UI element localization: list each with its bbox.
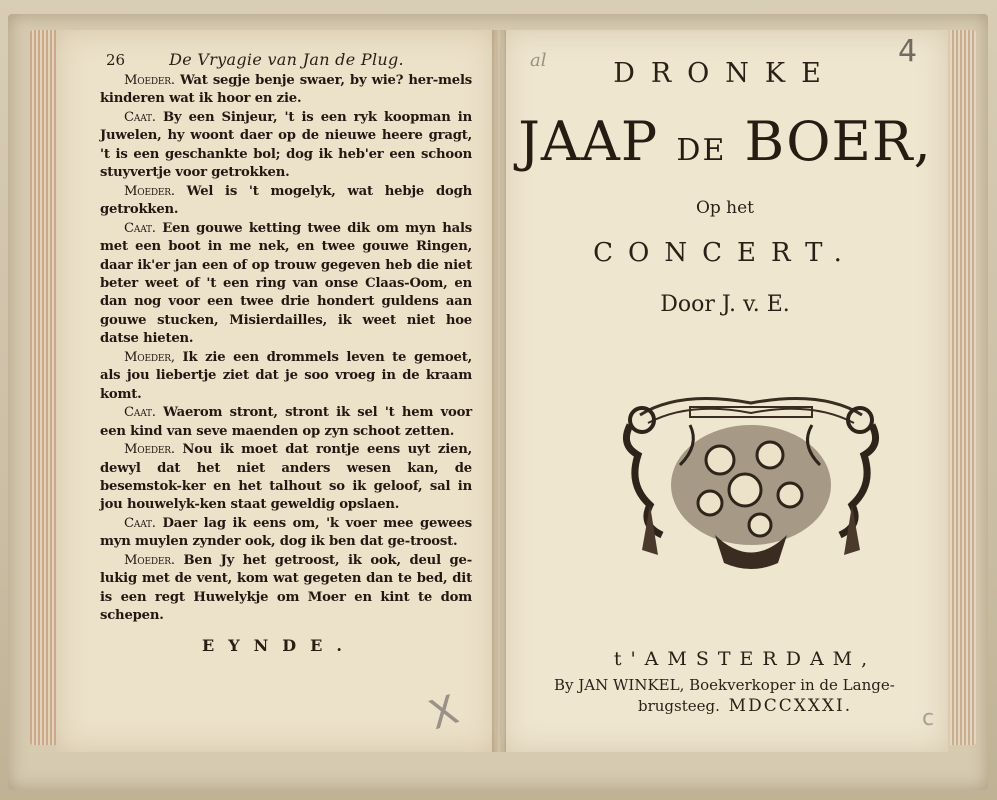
speaker-label: Caat. bbox=[124, 109, 156, 125]
dialogue-paragraph bbox=[100, 515, 472, 552]
speaker-label: Moeder. bbox=[124, 442, 175, 458]
page-number: 26 bbox=[106, 51, 126, 69]
running-head: De Vryagie van Jan de Plug. bbox=[169, 50, 404, 69]
dialogue-paragraph bbox=[100, 552, 472, 626]
title-line-2 bbox=[502, 110, 948, 173]
pencil-mark: X bbox=[423, 686, 464, 740]
dialogue-line: Wel is 't mogelyk, wat hebje dogh getrokken. bbox=[100, 183, 472, 218]
speaker-label: Moeder. bbox=[124, 73, 175, 88]
title-line-1: DRONKE bbox=[613, 58, 837, 89]
title-page bbox=[502, 30, 948, 752]
title-word-de: DE bbox=[676, 133, 727, 168]
title-line-3: Op het bbox=[695, 198, 755, 218]
dialogue-line: Daer lag ik eens om, 'k voer mee gewees myn muylen zynder ook, dog ik ben dat ge-troost. bbox=[100, 515, 472, 550]
dialogue-line: By een Sinjeur, 't is een ryk koopman in Juwelen, hy woont daer op de nieuwe heere gragt, 't is een geschankte bol; dog ik heb'er een schoon stuyvertje voor getrokken. bbox=[100, 109, 472, 181]
dialogue-line: Waerom stront, stront ik sel 't hem voor een kind van seve maenden op zyn schoot zetten. bbox=[100, 405, 472, 439]
speaker-label: Moeder. bbox=[124, 552, 175, 568]
imprint-street-year bbox=[638, 696, 938, 716]
imprint-publisher: By JAN WINKEL, Boekverkoper in de Lange- bbox=[554, 676, 895, 694]
speaker-label: Caat. bbox=[124, 405, 156, 421]
dialogue-paragraph bbox=[100, 404, 472, 441]
dialogue-text bbox=[100, 72, 472, 626]
left-page-header bbox=[106, 50, 476, 69]
speaker-label: Moeder. bbox=[124, 183, 175, 199]
pencil-mark-bottom: c bbox=[922, 706, 935, 731]
floral-basket-woodcut-icon bbox=[620, 385, 882, 575]
page-stack-right bbox=[950, 30, 976, 745]
speaker-label: Moeder, bbox=[124, 349, 175, 365]
dialogue-line: Wat segje benje swaer, by wie? her-mels kinderen wat ik hoor en zie. bbox=[100, 73, 472, 107]
imprint-city: t'AMSTERDAM, bbox=[613, 648, 877, 670]
title-line-4: CONCERT. bbox=[593, 238, 857, 268]
dialogue-paragraph bbox=[100, 220, 472, 349]
dialogue-line: Ben Jy het getroost, ik ook, deul ge-lukig met de vent, kom wat gegeten dan te bed, dit is een regt Huwelykje om Moer en kint te dom schepen. bbox=[100, 552, 472, 624]
imprint-year: MDCCXXXI. bbox=[728, 696, 853, 716]
dialogue-line: Nou ik moet dat rontje eens uyt zien, dewyl dat het niet anders wesen kan, de besemstok-ker en het talhout so ik geloof, sal in jou houwelyk-ken staat geweldig opslaen. bbox=[100, 442, 472, 513]
dialogue-paragraph bbox=[100, 72, 472, 109]
pencil-note: al bbox=[530, 50, 547, 71]
speaker-label: Caat. bbox=[124, 220, 156, 236]
dialogue-paragraph bbox=[100, 183, 472, 220]
title-word-boer: BOER, bbox=[744, 110, 932, 173]
dialogue-line: Een gouwe ketting twee dik om myn hals met een boot in me nek, en twee gouwe Ringen, daar ik'er jan een of op trouw gegeven heb die niet beter weet of 't een ring van onse Claas-Oom, en dan nog voor een twee drie hondert guldens aan gouwe stucken, Misierdailles, ik weet niet hoe datse hieten. bbox=[100, 220, 472, 347]
dialogue-line: Ik zie een drommels leven te gemoet, als jou liebertje ziet dat je soo vroeg in de kraam komt. bbox=[100, 349, 472, 402]
title-word-jaap: JAAP bbox=[518, 110, 659, 173]
imprint-street: brugsteeg. bbox=[638, 697, 720, 715]
author-line: Door J. v. E. bbox=[660, 292, 790, 317]
pencil-number: 4 bbox=[898, 34, 918, 69]
dialogue-paragraph bbox=[100, 109, 472, 183]
dialogue-paragraph bbox=[100, 349, 472, 404]
speaker-label: Caat. bbox=[124, 515, 156, 531]
closing-word: EYNDE. bbox=[202, 636, 356, 655]
dialogue-paragraph bbox=[100, 441, 472, 515]
